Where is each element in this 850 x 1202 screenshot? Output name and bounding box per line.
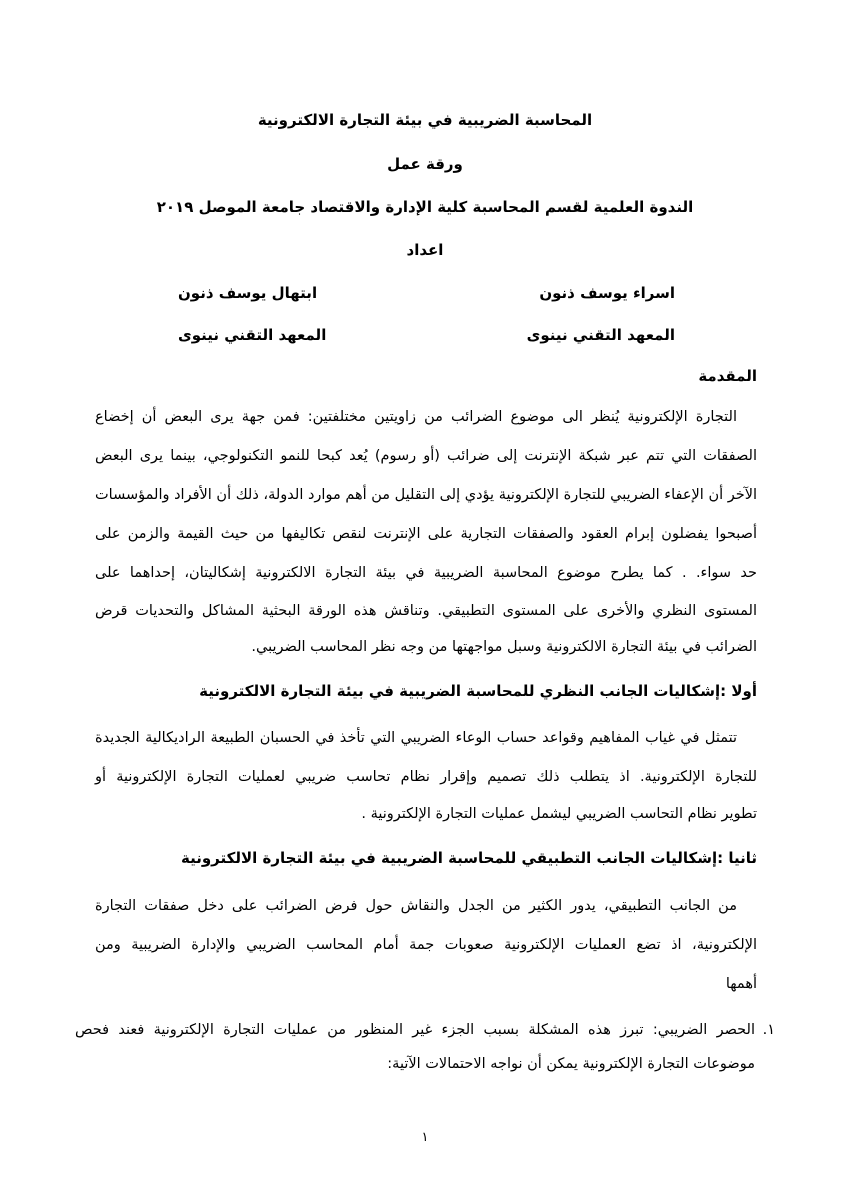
section2-line: من الجانب التطبيقي، يدور الكثير من الجدل والنقاش حول فرض الضرائب على دخل صفقات التجارة [95,898,737,914]
page-number: ١ [421,1130,429,1145]
section1-line: للتجارة الإلكترونية. اذ يتطلب ذلك تصميم وإقرار نظام تحاسب ضريبي لعمليات التجارة الإلكترونية أو [95,769,757,785]
intro-line: أصبحوا يفضلون إبرام العقود والصفقات التجارية على الإنترنت لنقص تكاليفها من حيث القيمة والزمن على [95,526,757,542]
seminar-line: الندوة العلمية لقسم المحاسبة كلية الإدارة والاقتصاد جامعة الموصل ٢٠١٩ [156,198,694,216]
author-institute-2: المعهد التقني نينوى [178,326,327,344]
list-item-line: الحصر الضريبي: تبرز هذه المشكلة بسبب الجزء غير المنظور من عمليات التجارة الإلكترونية فعند فحص [75,1022,755,1038]
section1-line: تتمثل في غياب المفاهيم وقواعد حساب الوعاء الضريبي التي تأخذ في الحسبان الطبيعة الراديكالية الجديدة [95,730,737,746]
intro-line: الصفقات التي تتم عبر شبكة الإنترنت إلى ضرائب (أو رسوم) يُعد كبحا للنمو التكنولوجي، بينما يرى البعض [95,448,757,464]
intro-line: المستوى النظري والأخرى على المستوى التطبيقي. وتناقش هذه الورقة البحثية المشاكل والتحديات قرض [95,603,757,619]
author-name-1: اسراء يوسف ذنون [539,284,675,302]
section1-heading: أولا :إشكاليات الجانب النظري للمحاسبة الضريبية في بيئة التجارة الالكترونية [199,682,757,700]
prepared-by-label: اعداد [406,241,444,259]
list-item-number: ١. [762,1022,775,1038]
intro-line: الآخر أن الإعفاء الضريبي للتجارة الإلكترونية يؤدي إلى التقليل من أهم موارد الدولة، ذلك أن الأفراد والمؤسسات [95,487,757,503]
document-subtitle: ورقة عمل [387,155,463,173]
author-institute-1: المعهد التقني نينوى [526,326,675,344]
section1-line: تطوير نظام التحاسب الضريبي ليشمل عمليات التجارة الإلكترونية . [361,806,757,822]
intro-line: حد سواء. . كما يطرح موضوع المحاسبة الضريبية في بيئة التجارة الالكترونية إشكاليتان، إحداهما على [95,565,757,581]
section2-heading: ثانيا :إشكاليات الجانب التطبيقي للمحاسبة الضريبية في بيئة التجارة الالكترونية [181,849,757,867]
intro-line: التجارة الإلكترونية يُنظر الى موضوع الضرائب من زاويتين مختلفتين: فمن جهة يرى البعض أن إخضاع [95,409,737,425]
section2-line: أهمها [725,976,757,992]
document-title: المحاسبة الضريبية في بيئة التجارة الالكترونية [257,111,593,129]
list-item-line: موضوعات التجارة الإلكترونية يمكن أن نواجه الاحتمالات الآتية: [387,1056,755,1072]
intro-heading: المقدمة [698,367,757,385]
intro-line: الضرائب في بيئة التجارة الالكترونية وسبل مواجهتها من وجه نظر المحاسب الضريبي. [251,639,757,655]
author-name-2: ابتهال يوسف ذنون [178,284,318,302]
section2-line: الإلكترونية، اذ تضع العمليات الإلكترونية صعوبات جمة أمام المحاسب الضريبي والإدارة الضريبية ومن [95,937,757,953]
